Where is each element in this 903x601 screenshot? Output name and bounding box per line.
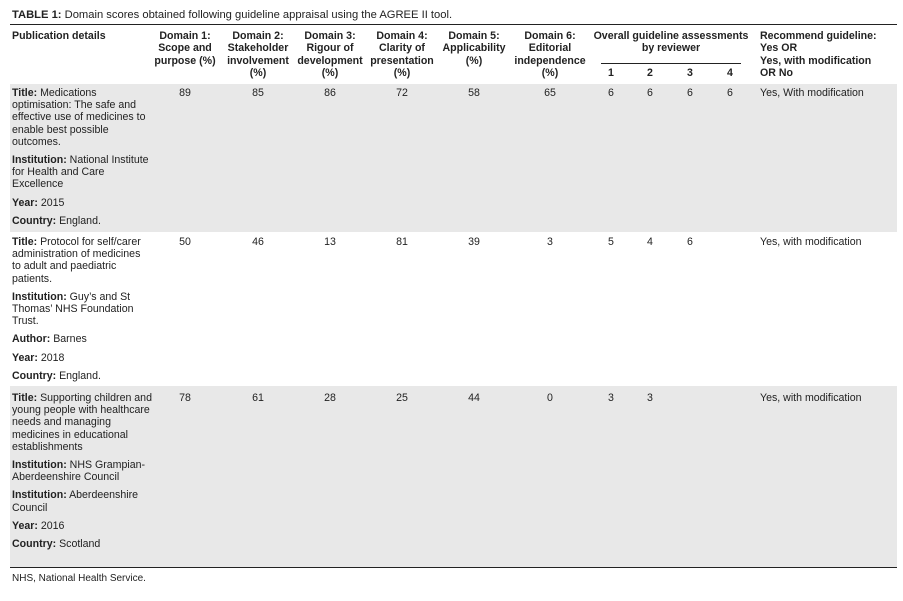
row-3-domain-6: 0 (547, 392, 553, 404)
detail-value: Scotland (56, 538, 101, 551)
header-line: by reviewer (641, 42, 701, 55)
row-2-reviewer-1: 5 (608, 236, 614, 248)
detail-year (12, 197, 152, 209)
detail-value: Protocol for self/carer administration of medicines to adult and paediatric patients. (12, 236, 141, 285)
header-domain-1 (148, 30, 222, 67)
detail-author (12, 333, 152, 345)
row-3-recommend: Yes, with modification (760, 392, 862, 404)
row-2-domain-5: 39 (468, 236, 480, 248)
row-1-reviewer-2: 6 (647, 87, 653, 99)
header-line: Domain 1: (159, 30, 211, 42)
row-2-reviewer-3: 6 (687, 236, 693, 248)
header-line: Domain 6: (524, 30, 576, 42)
detail-institution (12, 459, 152, 483)
row-1-domain-5: 58 (468, 87, 480, 99)
row-3-reviewer-1: 3 (608, 392, 614, 404)
header-overall-assessments (592, 30, 750, 55)
header-line: Domain 3: (304, 30, 356, 42)
detail-institution (12, 154, 152, 191)
header-line: Domain 4: (376, 30, 428, 42)
detail-year (12, 352, 152, 364)
detail-country (12, 538, 152, 550)
detail-key: Country: (12, 214, 57, 227)
row-2-domain-3: 13 (324, 236, 336, 248)
detail-value: Aberdeenshire Council (12, 489, 138, 514)
detail-value: 2015 (37, 196, 65, 209)
detail-title (12, 87, 152, 148)
header-line: Recommend guideline: (760, 30, 877, 42)
detail-year (12, 520, 152, 532)
header-line: Domain 5: (448, 30, 500, 42)
header-line: (%) (321, 67, 339, 80)
row-3-reviewer-2: 3 (647, 392, 653, 404)
row-3-domain-3: 28 (324, 392, 336, 404)
header-domain-3 (292, 30, 368, 80)
detail-country (12, 215, 152, 227)
row-1-domain-3: 86 (324, 87, 336, 99)
detail-value: Medications optimisation: The safe and effective use of medicines to enable best possible outcomes. (12, 87, 146, 148)
header-line: involvement (227, 54, 289, 67)
header-line: purpose (%) (154, 54, 216, 67)
detail-key: Author: (12, 333, 51, 346)
row-2-domain-1: 50 (179, 236, 191, 248)
header-line: (%) (465, 54, 483, 67)
detail-value: Guy’s and St Thomas’ NHS Foundation Trust. (12, 290, 134, 328)
top-rule (10, 24, 897, 25)
detail-key: Year: (12, 519, 38, 532)
table-row-2-details (12, 236, 152, 388)
bottom-rule (10, 567, 897, 568)
header-line: Rigour of (306, 42, 354, 55)
detail-value: 2018 (37, 351, 65, 364)
row-1-domain-6: 65 (544, 87, 556, 99)
header-line: Yes, with modification (760, 54, 872, 67)
table-footnote: NHS, National Health Service. (12, 573, 146, 584)
header-reviewer-3: 3 (687, 67, 693, 79)
row-1-domain-1: 89 (179, 87, 191, 99)
header-line: development (297, 54, 363, 67)
header-domain-2 (221, 30, 295, 80)
row-2-domain-6: 3 (547, 236, 553, 248)
header-domain-6 (510, 30, 590, 80)
detail-title (12, 236, 152, 285)
detail-key: Year: (12, 351, 38, 364)
caption-text: Domain scores obtained following guideline appraisal using the AGREE II tool. (61, 9, 453, 21)
detail-value: 2016 (37, 519, 65, 532)
detail-key: Title: (12, 236, 38, 248)
detail-value: NHS Grampian-Aberdeenshire Council (12, 459, 146, 484)
detail-title (12, 392, 152, 453)
row-1-domain-2: 85 (252, 87, 264, 99)
detail-value: Supporting children and young people with healthcare needs and managing medicines in educational establishments (12, 392, 152, 453)
header-line: presentation (370, 54, 434, 67)
detail-institution (12, 291, 152, 328)
table-row-1-details (12, 87, 152, 233)
row-3-domain-5: 44 (468, 392, 480, 404)
header-reviewer-4: 4 (727, 67, 733, 79)
header-line: (%) (249, 67, 267, 80)
detail-key: Title: (12, 392, 38, 404)
detail-key: Institution: (12, 459, 67, 472)
detail-value: National Institute for Health and Care Excellence (12, 154, 149, 191)
header-domain-4 (364, 30, 440, 80)
header-domain-5 (438, 30, 510, 67)
row-3-domain-2: 61 (252, 392, 264, 404)
header-publication-details: Publication details (12, 30, 106, 42)
header-line: (%) (393, 67, 411, 80)
detail-key: Title: (12, 87, 38, 99)
header-line: Applicability (442, 42, 506, 55)
row-1-reviewer-1: 6 (608, 87, 614, 99)
header-reviewer-2: 2 (647, 67, 653, 79)
row-2-domain-4: 81 (396, 236, 408, 248)
detail-key: Institution: (12, 489, 67, 502)
header-line: Scope and (158, 42, 212, 55)
header-line: independence (514, 54, 586, 67)
header-line: Yes OR (760, 42, 798, 55)
detail-key: Year: (12, 196, 38, 209)
overall-sub-rule (601, 63, 741, 64)
detail-value: England. (56, 369, 101, 382)
header-recommend (760, 30, 877, 80)
detail-key: Institution: (12, 290, 67, 303)
detail-key: Country: (12, 369, 57, 382)
header-line: Stakeholder (227, 42, 289, 55)
detail-value: England. (56, 214, 101, 227)
caption-label: TABLE 1: (12, 9, 62, 21)
header-line: (%) (541, 67, 559, 80)
header-line: Clarity of (379, 42, 425, 55)
header-reviewer-1: 1 (608, 67, 614, 79)
detail-key: Country: (12, 538, 57, 551)
header-line: Editorial (528, 42, 572, 55)
detail-country (12, 370, 152, 382)
row-3-domain-1: 78 (179, 392, 191, 404)
table-row-3-details (12, 392, 152, 556)
row-3-domain-4: 25 (396, 392, 408, 404)
row-1-reviewer-3: 6 (687, 87, 693, 99)
row-1-domain-4: 72 (396, 87, 408, 99)
row-2-reviewer-2: 4 (647, 236, 653, 248)
table-caption (12, 9, 452, 21)
header-line: OR No (760, 67, 793, 80)
detail-institution (12, 489, 152, 513)
detail-value: Barnes (50, 333, 87, 346)
header-line: Overall guideline assessments (593, 30, 749, 42)
row-2-domain-2: 46 (252, 236, 264, 248)
detail-key: Institution: (12, 154, 67, 167)
header-line: Domain 2: (232, 30, 284, 42)
row-1-recommend: Yes, With modification (760, 87, 864, 99)
row-1-reviewer-4: 6 (727, 87, 733, 99)
row-2-recommend: Yes, with modification (760, 236, 862, 248)
